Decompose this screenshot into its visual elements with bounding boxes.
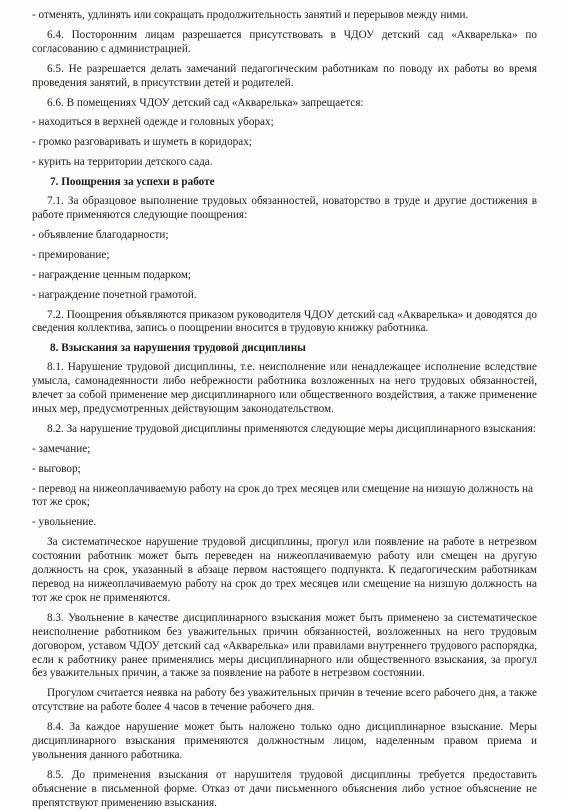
list-item-dismissal: - увольнение. <box>32 516 97 529</box>
paragraph-8-2: 8.2. За нарушение трудовой дисциплины применяются следующие меры дисциплинарного взыскания: <box>47 422 536 435</box>
list-item-smoking: - курить на территории детского сада. <box>32 156 213 169</box>
list-item-noise: - громко разговаривать и шуметь в коридорах; <box>32 136 252 149</box>
list-item-remark: - замечание; <box>32 442 91 455</box>
list-item-outerwear: - находиться в верхней одежде и головных уборах; <box>32 116 274 129</box>
paragraph-7-2: 7.2. Поощрения объявляются приказом руководителя ЧДОУ детский сад «Акварелька» и доводятся до сведения коллектива, запись о поощрении вносится в трудовую книжку работника. <box>32 308 537 335</box>
list-item-bonus: - премирование; <box>32 248 110 261</box>
paragraph-8-1: 8.1. Нарушение трудовой дисциплины, т.е. неисполнение или ненадлежащее исполнение вследствие умысла, самонадеянности либо небрежности работника возложенных на него трудовых обязанностей, влечет за собой применение мер дисциплинарного или общественного воздействия, а также применение иных мер, предусмотренных действующим законодательством. <box>32 361 537 415</box>
paragraph-systematic-violation: За систематическое нарушение трудовой дисциплины, прогул или появление на работе в нетрезвом состоянии работник может быть переведен на нижеоплачиваемую работу или смещен на другую должность на срок, указанный в абзаце первом настоящего подпункта. К педагогическим работникам перевод на нижеоплачиваемую работу на срок до трех месяцев или смещение на низшую должность на тот же срок не применяются. <box>32 536 537 604</box>
list-item-reprimand: - выговор; <box>32 462 81 475</box>
list-item-gratitude: - объявление благодарности; <box>32 228 169 241</box>
section-7-heading: 7. Поощрения за успехи в работе <box>50 176 215 189</box>
paragraph-7-1: 7.1. За образцовое выполнение трудовых обязанностей, новаторство в труде и другие достижения в работе применяются следующие поощрения: <box>32 195 537 221</box>
paragraph-8-3: 8.3. Увольнение в качестве дисциплинарного взыскания может быть применено за систематическое неисполнение работником без уважительных причин обязанностей, возложенных на него трудовым договором, уставом ЧДОУ детский сад «Акварелька» или правилами внутреннего трудового распорядка, если к работнику ранее применялись меры дисциплинарного или общественного взыскания, за прогул без уважительных причин, а также за появление на работе в нетрезвом состоянии. <box>32 611 537 680</box>
section-8-heading: 8. Взыскания за нарушения трудовой дисциплины <box>50 342 306 355</box>
paragraph-6-5: 6.5. Не разрешается делать замечаний педагогическим работникам по поводу их работы во время проведения занятий, в присутствии детей и родителей. <box>32 62 537 89</box>
list-item-transfer: - перевод на нижеоплачиваемую работу на срок до трех месяцев или смещение на низшую должность на тот же срок; <box>32 482 534 509</box>
list-item-certificate: - награждение почетной грамотой. <box>32 288 197 301</box>
list-item-shorten-classes: - отменять, удлинять или сокращать продолжительность занятий и перерывов между ними. <box>32 9 469 21</box>
paragraph-absenteeism: Прогулом считается неявка на работу без уважительных причин в течение всего рабочего дня, а также отсутствие на работе более 4 часов в течение рабочего дня. <box>32 687 537 714</box>
paragraph-8-4: 8.4. За каждое нарушение может быть наложено только одно дисциплинарное взыскание. Меры дисциплинарного взыскания применяются должностным лицом, наделенным правом приема и увольнения данного работника. <box>32 721 537 761</box>
list-item-gift: - награждение ценным подарком; <box>32 268 192 281</box>
paragraph-8-5: 8.5. До применения взыскания от нарушителя трудовой дисциплины требуется предоставить объяснение в письменной форме. Отказ от дачи письменного объяснения либо устное объяснение не препятствуют применению взыскания. <box>32 768 537 809</box>
paragraph-6-4: 6.4. Посторонним лицам разрешается присутствовать в ЧДОУ детский сад «Акварелька» по согласованию с администрацией. <box>32 28 537 55</box>
paragraph-6-6: 6.6. В помещениях ЧДОУ детский сад «Акварелька» запрещается: <box>47 96 364 109</box>
